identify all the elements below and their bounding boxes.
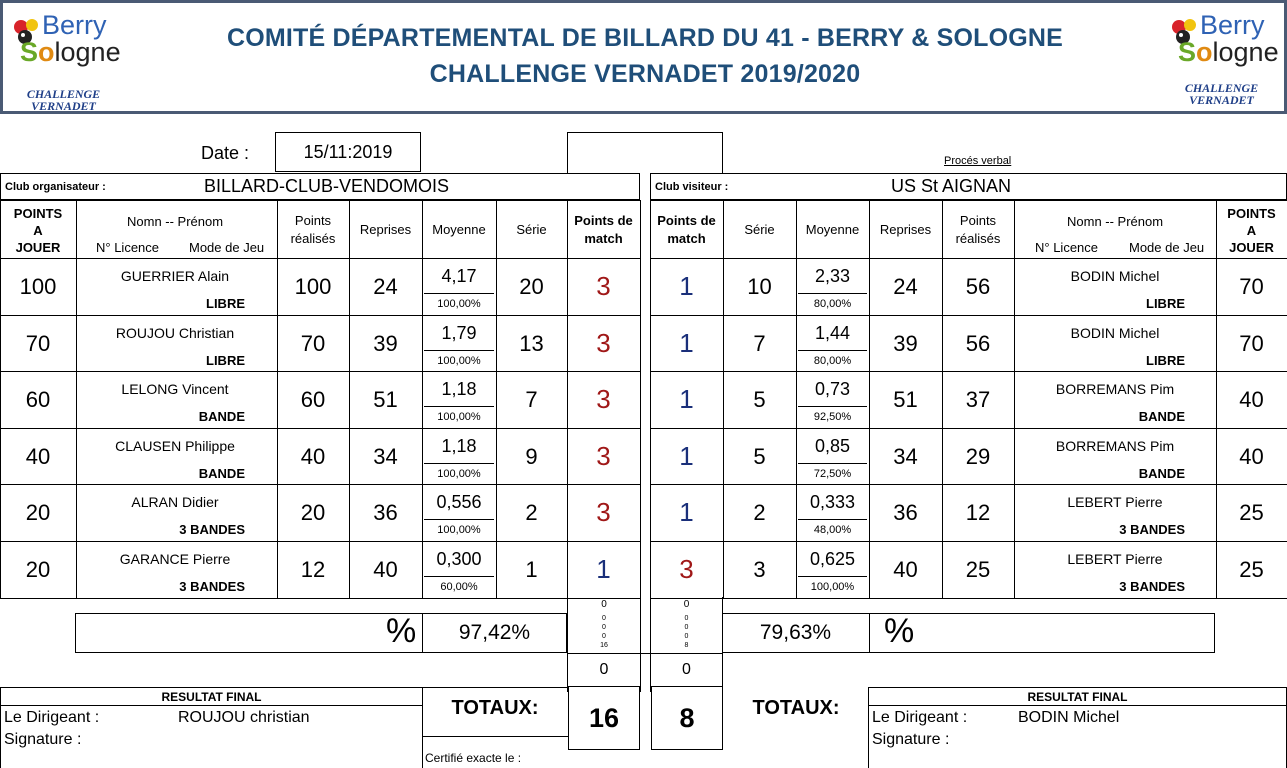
header-licence: N° Licence <box>1035 240 1099 255</box>
moyenne-value: 4,17 <box>441 265 477 286</box>
header-moyenne: Moyenne <box>805 221 860 237</box>
points-match-value: 1 <box>679 328 694 358</box>
reprises-value: 34 <box>893 443 918 469</box>
points-realises-value: 56 <box>965 330 991 356</box>
moyenne-value: 0,625 <box>809 548 856 569</box>
player-name: LEBERT Pierre <box>1067 494 1163 510</box>
reprises-value: 36 <box>373 499 398 525</box>
moyenne-underline <box>798 293 867 294</box>
reprises-value: 39 <box>373 330 398 356</box>
logo-challenge-text: CHALLENGE VERNADET <box>1184 81 1259 107</box>
player-mode: LIBRE <box>206 352 245 368</box>
points-a-jouer-value: 70 <box>25 330 51 356</box>
right-mini-zero: 0 <box>683 598 690 610</box>
points-match-value: 1 <box>679 441 694 471</box>
player-name: BORREMANS Pim <box>1055 438 1175 454</box>
moyenne-percent: 80,00% <box>813 355 852 367</box>
player-mode: BANDE <box>1138 408 1185 424</box>
moyenne-underline <box>798 350 867 351</box>
player-name: BODIN Michel <box>1070 268 1160 284</box>
header-points-a-jouer: POINTS A JOUER <box>13 205 63 255</box>
player-name: LEBERT Pierre <box>1067 551 1163 567</box>
player-mode: LIBRE <box>1146 295 1185 311</box>
header-points-realises: Points réalisés <box>290 213 336 246</box>
moyenne-value: 0,85 <box>814 435 851 456</box>
left-mini-zero: 0 <box>601 598 607 610</box>
moyenne-underline <box>424 519 494 520</box>
player-mode: LIBRE <box>1146 352 1185 368</box>
left-pct-sign: % <box>386 612 417 650</box>
moyenne-percent: 100,00% <box>810 581 855 593</box>
header-reprises: Reprises <box>359 221 412 237</box>
player-mode: 3 BANDES <box>179 578 245 594</box>
right-mini-values: 0 0 0 8 <box>684 615 689 649</box>
column-line <box>1014 200 1015 598</box>
serie-value: 7 <box>753 330 766 356</box>
moyenne-value: 0,333 <box>809 491 856 512</box>
club-organisateur-row <box>0 173 640 200</box>
moyenne-underline <box>424 576 494 577</box>
player-mode: BANDE <box>198 408 245 424</box>
moyenne-percent: 100,00% <box>437 468 481 480</box>
right-totaux-label: TOTAUX: <box>752 696 840 719</box>
reprises-value: 34 <box>373 443 398 469</box>
points-match-value: 3 <box>596 441 611 471</box>
header-serie: Série <box>516 221 547 237</box>
player-mode: BANDE <box>198 465 245 481</box>
points-match-value: 3 <box>596 328 611 358</box>
points-match-value: 3 <box>596 271 611 301</box>
moyenne-percent: 100,00% <box>437 355 481 367</box>
moyenne-value: 1,44 <box>814 322 851 343</box>
points-realises-value: 29 <box>965 443 991 469</box>
left-dirigeant-name: ROUJOU christian <box>178 709 310 726</box>
right-dirigeant-name: BODIN Michel <box>1018 709 1120 726</box>
player-name: CLAUSEN Philippe <box>115 438 235 454</box>
points-realises-value: 100 <box>294 273 332 299</box>
serie-value: 2 <box>525 499 538 525</box>
serie-value: 20 <box>519 273 544 299</box>
left-average-value: 97,42% <box>458 621 531 644</box>
points-match-value: 1 <box>679 271 694 301</box>
serie-value: 2 <box>753 499 766 525</box>
header-mode: Mode de Jeu <box>1129 240 1205 255</box>
header-moyenne: Moyenne <box>432 221 486 237</box>
moyenne-underline <box>798 463 867 464</box>
left-zero: 0 <box>599 661 609 678</box>
right-signature-label: Signature : <box>872 731 950 748</box>
moyenne-value: 1,18 <box>441 378 477 399</box>
header-points-match: Points de match <box>657 213 716 246</box>
certifie-label: Certifié exacte le : <box>425 751 522 765</box>
row-line <box>0 598 640 599</box>
points-match-value: 3 <box>596 384 611 414</box>
header-licence: N° Licence <box>96 240 160 255</box>
reprises-value: 24 <box>893 273 918 299</box>
left-totaux-label: TOTAUX: <box>451 696 539 719</box>
points-realises-value: 12 <box>300 556 326 582</box>
right-zero: 0 <box>682 661 691 678</box>
player-name: LELONG Vincent <box>121 381 229 397</box>
divider <box>422 736 568 737</box>
moyenne-percent: 100,00% <box>437 411 481 423</box>
player-name: ALRAN Didier <box>131 494 219 510</box>
points-a-jouer-value: 40 <box>1239 443 1264 469</box>
reprises-value: 40 <box>373 556 398 582</box>
points-realises-value: 12 <box>965 499 991 525</box>
points-a-jouer-value: 40 <box>1239 386 1264 412</box>
left-mini-values: 0 0 0 16 <box>600 615 608 649</box>
points-realises-value: 37 <box>965 386 991 412</box>
divider <box>868 705 1287 706</box>
reprises-value: 51 <box>373 386 398 412</box>
logo-challenge-text: CHALLENGE VERNADET <box>26 87 101 113</box>
club-organisateur-label: Club organisateur : <box>5 181 106 193</box>
player-mode: 3 BANDES <box>1119 578 1185 594</box>
serie-value: 10 <box>747 273 772 299</box>
moyenne-underline <box>798 576 867 577</box>
right-resultat-final: RESULTAT FINAL <box>1027 690 1128 704</box>
moyenne-value: 0,300 <box>436 548 482 569</box>
moyenne-value: 1,18 <box>441 435 477 456</box>
points-a-jouer-value: 70 <box>1239 330 1264 356</box>
serie-value: 7 <box>525 386 538 412</box>
logo-berry-text: Berry <box>1200 10 1265 40</box>
left-resultat-final: RESULTAT FINAL <box>161 690 262 704</box>
row-line <box>650 598 1287 599</box>
left-signature-label: Signature : <box>4 731 82 748</box>
header-points-realises: Points réalisés <box>955 213 1001 246</box>
left-total: 16 <box>568 686 640 750</box>
header-nom-prenom: Nomn -- Prénom <box>127 214 224 229</box>
blank-box <box>567 132 723 173</box>
divider <box>567 653 723 654</box>
row-line <box>0 200 640 201</box>
reprises-value: 39 <box>893 330 918 356</box>
reprises-value: 24 <box>373 273 398 299</box>
player-name: BODIN Michel <box>1070 325 1160 341</box>
serie-value: 1 <box>525 556 538 582</box>
serie-value: 3 <box>753 556 766 582</box>
date-field[interactable]: 15/11:2019 <box>275 132 421 172</box>
points-a-jouer-value: 25 <box>1239 556 1264 582</box>
points-realises-value: 40 <box>300 443 326 469</box>
reprises-value: 36 <box>893 499 918 525</box>
moyenne-underline <box>424 293 494 294</box>
moyenne-percent: 72,50% <box>813 468 852 480</box>
moyenne-value: 1,79 <box>441 322 477 343</box>
moyenne-percent: 80,00% <box>813 298 852 310</box>
moyenne-percent: 48,00% <box>813 524 852 536</box>
divider <box>0 705 423 706</box>
page-subtitle: CHALLENGE VERNADET 2019/2020 <box>429 60 861 88</box>
player-mode: BANDE <box>1138 465 1185 481</box>
right-total: 8 <box>651 686 723 750</box>
header-serie: Série <box>744 221 775 237</box>
divider <box>640 597 641 692</box>
serie-value: 13 <box>519 330 544 356</box>
header-banner <box>0 0 1287 114</box>
club-visiteur-label: Club visiteur : <box>655 181 729 193</box>
moyenne-underline <box>424 463 494 464</box>
player-mode: 3 BANDES <box>1119 521 1185 537</box>
header-nom-prenom: Nomn -- Prénom <box>1067 214 1164 229</box>
header-points-match: Points de match <box>574 213 633 246</box>
points-match-value: 3 <box>596 497 611 527</box>
serie-value: 5 <box>753 386 766 412</box>
logo-sologne-text: Sologne <box>1178 37 1279 67</box>
points-realises-value: 20 <box>300 499 326 525</box>
moyenne-percent: 100,00% <box>437 524 481 536</box>
club-visiteur-value: US St AIGNAN <box>891 176 1012 196</box>
moyenne-percent: 60,00% <box>440 581 478 593</box>
points-realises-value: 56 <box>965 273 991 299</box>
moyenne-underline <box>424 406 494 407</box>
points-match-value: 1 <box>679 384 694 414</box>
header-points-a-jouer: POINTS A JOUER <box>1227 205 1276 255</box>
moyenne-value: 0,556 <box>436 491 482 512</box>
points-a-jouer-value: 20 <box>25 499 51 525</box>
moyenne-underline <box>798 406 867 407</box>
serie-value: 9 <box>525 443 538 469</box>
points-realises-value: 25 <box>965 556 991 582</box>
right-pct-sign: % <box>884 612 915 650</box>
logo-right <box>1164 6 1279 111</box>
reprises-value: 40 <box>893 556 918 582</box>
proces-verbal-label: Procés verbal <box>944 155 1012 167</box>
divider <box>869 613 870 653</box>
row-line <box>650 200 1287 201</box>
reprises-value: 51 <box>893 386 918 412</box>
logo-berry-text: Berry <box>42 10 107 40</box>
right-dirigeant-label: Le Dirigeant : <box>872 709 968 726</box>
points-match-value: 1 <box>679 497 694 527</box>
header-reprises: Reprises <box>879 221 932 237</box>
club-visiteur-row <box>650 173 1287 200</box>
moyenne-percent: 100,00% <box>437 298 481 310</box>
player-mode: LIBRE <box>206 295 245 311</box>
club-organisateur-value: BILLARD-CLUB-VENDOMOIS <box>204 176 450 196</box>
column-line <box>76 200 77 598</box>
moyenne-underline <box>798 519 867 520</box>
right-average-value: 79,63% <box>759 621 832 644</box>
points-a-jouer-value: 25 <box>1239 499 1264 525</box>
header-mode: Mode de Jeu <box>189 240 265 255</box>
points-match-value: 1 <box>596 554 611 584</box>
points-a-jouer-value: 100 <box>19 273 57 299</box>
column-line <box>640 200 641 598</box>
player-name: BORREMANS Pim <box>1055 381 1175 397</box>
page-title: COMITÉ DÉPARTEMENTAL DE BILLARD DU 41 - BERRY & SOLOGNE <box>226 24 1064 52</box>
points-a-jouer-value: 60 <box>25 386 51 412</box>
points-realises-value: 60 <box>300 386 326 412</box>
moyenne-percent: 92,50% <box>813 411 852 423</box>
points-a-jouer-value: 70 <box>1239 273 1264 299</box>
player-mode: 3 BANDES <box>179 521 245 537</box>
player-name: GARANCE Pierre <box>119 551 231 567</box>
logo-sologne-text: Sologne <box>20 37 121 67</box>
serie-value: 5 <box>753 443 766 469</box>
points-realises-value: 70 <box>300 330 326 356</box>
moyenne-value: 2,33 <box>814 265 851 286</box>
date-label: Date : <box>201 143 250 163</box>
logo-left <box>6 6 121 111</box>
moyenne-value: 0,73 <box>814 378 851 399</box>
points-a-jouer-value: 40 <box>25 443 51 469</box>
player-name: GUERRIER Alain <box>120 268 230 284</box>
points-a-jouer-value: 20 <box>25 556 51 582</box>
left-dirigeant-label: Le Dirigeant : <box>4 709 100 726</box>
player-name: ROUJOU Christian <box>115 325 235 341</box>
points-match-value: 3 <box>679 554 694 584</box>
moyenne-underline <box>424 350 494 351</box>
